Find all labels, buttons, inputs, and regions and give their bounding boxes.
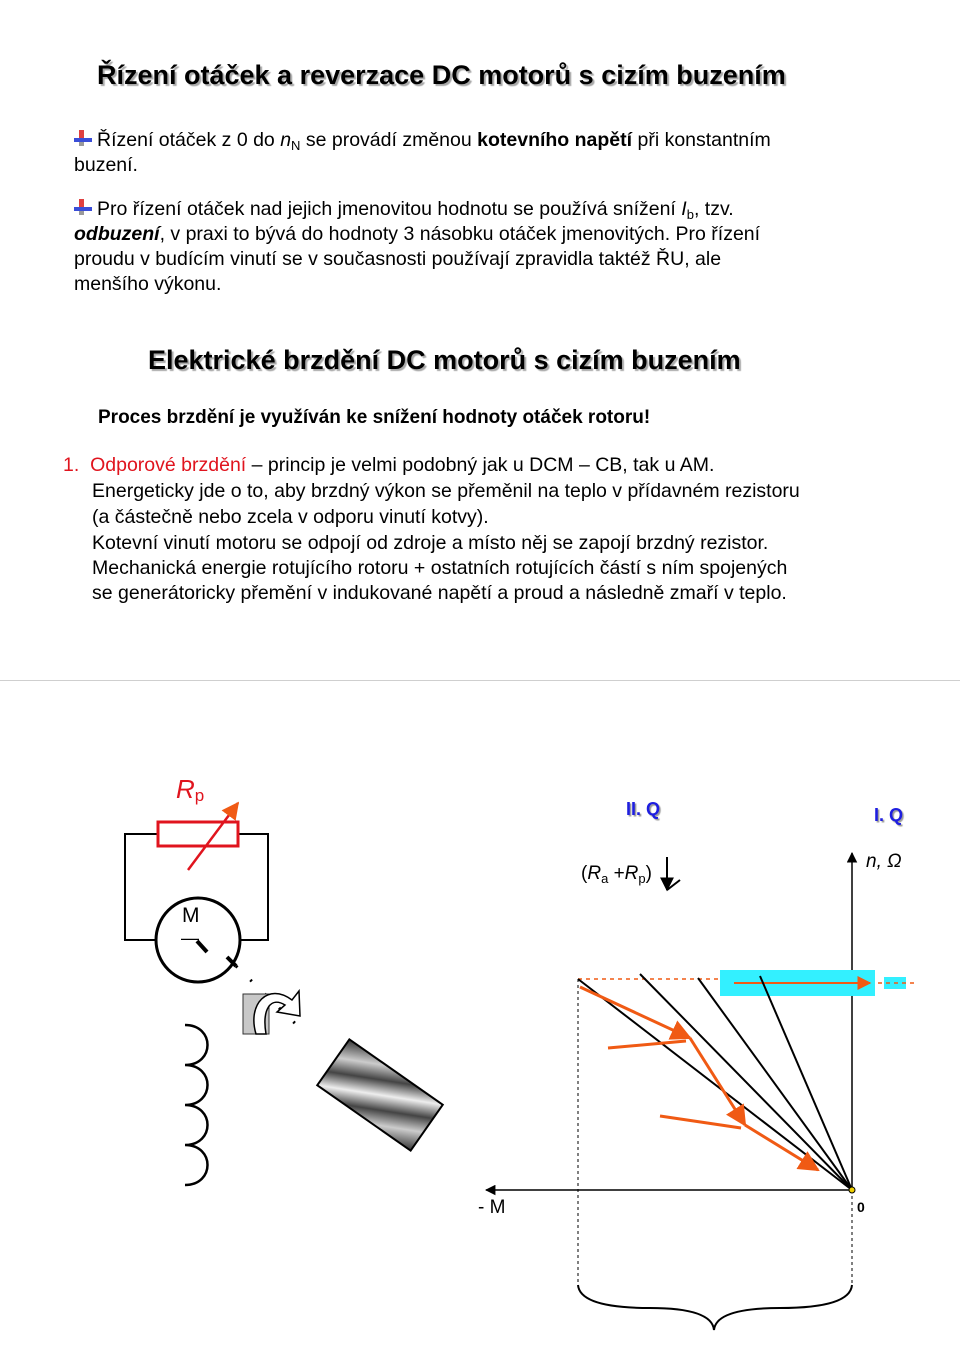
item-1-line4: Kotevní vinutí motoru se odpojí od zdroje a místo něj se zapojí brzdný rezistor. <box>92 532 769 554</box>
variable-resistor <box>158 822 238 846</box>
rotor-block <box>317 1039 443 1150</box>
motor-dc-symbol: — <box>181 928 199 948</box>
item-1-line6: se generátoricky přemění v indukované napětí a proud a následně zmaří v teplo. <box>92 582 787 604</box>
item-1-line3: (a částečně nebo zcela v odporu vinutí kotvy). <box>92 506 489 528</box>
bullet-2: Pro řízení otáček nad jejich jmenovitou hodnotu se používá snížení $I_b$, tzv. <box>97 198 734 222</box>
section-title: Elektrické brzdění DC motorů s cizím buzením <box>148 345 741 375</box>
field-winding <box>185 1025 208 1185</box>
x-axis-label: - M <box>478 1197 506 1218</box>
bullet-2-line3: proudu v budícím vinutí se v současnosti používají zpravidla taktéž ŘU, ale <box>74 248 722 270</box>
y-axis-label: n, Ω <box>866 851 902 872</box>
origin-dot <box>849 1187 855 1193</box>
item-1-line1: 1. Odporové brzdění – princip je velmi podobný jak u DCM – CB, tak u AM. <box>63 454 715 476</box>
slide-1 <box>0 0 960 680</box>
item-1-line5: Mechanická energie rotujícího rotoru + ostatních rotujících částí s ním spojených <box>92 557 788 579</box>
braking-path <box>580 987 818 1170</box>
origin-label: 0 <box>857 1199 865 1215</box>
bullet-1-line2: buzení. <box>74 154 138 176</box>
intro-text: Proces brzdění je využíván ke snížení hodnoty otáček rotoru! <box>98 407 651 428</box>
bullet-2-line4: menšího výkonu. <box>74 273 222 295</box>
resistance-label: $(R_a +R_p)$ <box>581 863 652 886</box>
slide-divider <box>0 680 960 681</box>
quadrant-1-label: I. Q <box>874 805 904 825</box>
quadrant-2-label: II. Q <box>626 799 661 819</box>
braking-diagram <box>0 686 960 1367</box>
decrease-arrow-tail <box>667 880 680 890</box>
motor-label: M <box>182 904 200 927</box>
bullet-2-line2: odbuzení, v praxi to bývá do hodnoty 3 násobku otáček jmenovitých. Pro řízení <box>74 223 761 245</box>
bullet-icon <box>74 130 92 146</box>
bullet-1: Řízení otáček z 0 do $n_N$ se provádí změnou kotevního napětí při konstantním <box>97 129 771 153</box>
item-1-line2: Energeticky jde o to, aby brzdný výkon se přeměnil na teplo v přídavném rezistoru <box>92 480 800 502</box>
rp-label: Rp <box>176 774 205 805</box>
slide-2 <box>0 686 960 1367</box>
bullet-icon <box>74 199 92 215</box>
range-bracket <box>578 1285 852 1330</box>
slide1-title: Řízení otáček a reverzace DC motorů s cizím buzením <box>97 60 786 90</box>
